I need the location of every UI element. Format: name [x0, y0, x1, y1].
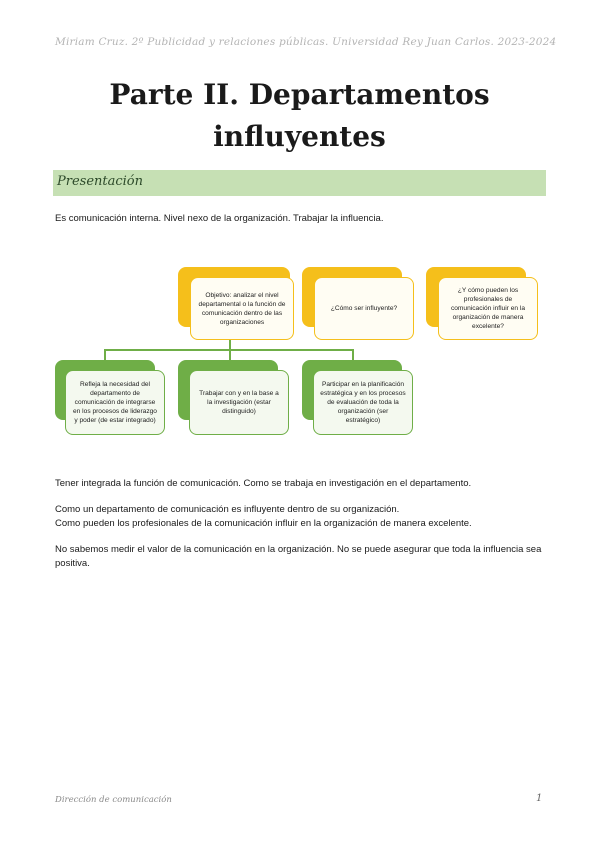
bottom-box-2	[189, 370, 289, 435]
bottom-box-3	[313, 370, 413, 435]
page-title	[0, 74, 599, 158]
running-head: Miriam Cruz. 2º Publicidad y relaciones públicas. Universidad Rey Juan Carlos. 2023-2024	[55, 36, 557, 48]
top-box-1	[190, 277, 294, 340]
paragraph-2b: Como pueden los profesionales de la comunicación influir en la organización de manera excelente.	[55, 518, 472, 529]
top-box-1-text: Objetivo: analizar el nivel departamental o la función de comunicación dentro de las organizaciones	[198, 291, 286, 326]
paragraph-2a: Como un departamento de comunicación es influyente dentro de su organización.	[55, 504, 400, 515]
page-title-line-2: influyentes	[213, 120, 386, 153]
paragraph-1: Tener integrada la función de comunicación. Como se trabaja en investigación en el departamento.	[55, 478, 472, 489]
intro-paragraph: Es comunicación interna. Nivel nexo de la organización. Trabajar la influencia.	[55, 213, 384, 224]
bottom-box-3-text: Participar en la planificación estratégica y en los procesos de evaluación de toda la organización (ser estratégico)	[320, 381, 406, 424]
section-heading-band	[53, 170, 546, 196]
footer-course: Dirección de comunicación	[55, 795, 172, 805]
top-box-2	[314, 277, 414, 340]
top-box-3-text: ¿Y cómo pueden los profesionales de comunicación influir en la organización de manera excelente?	[450, 287, 526, 330]
bottom-box-2-text: Trabajar con y en la base a la investigación (estar distinguido)	[199, 390, 279, 415]
section-title: Presentación	[57, 174, 144, 189]
top-box-3	[438, 277, 538, 340]
bottom-box-1-text: Refleja la necesidad del departamento de comunicación de integrarse en los procesos de liderazgo y poder (de estar integrado)	[73, 381, 157, 424]
paragraph-3: No sabemos medir el valor de la comunicación en la organización. No se puede asegurar que toda la influencia sea positiva.	[55, 544, 542, 569]
bottom-box-1	[65, 370, 165, 435]
page-number: 1	[536, 793, 543, 804]
page-title-line-1: Parte II. Departamentos	[109, 78, 490, 111]
top-box-2-text: ¿Cómo ser influyente?	[330, 305, 398, 312]
